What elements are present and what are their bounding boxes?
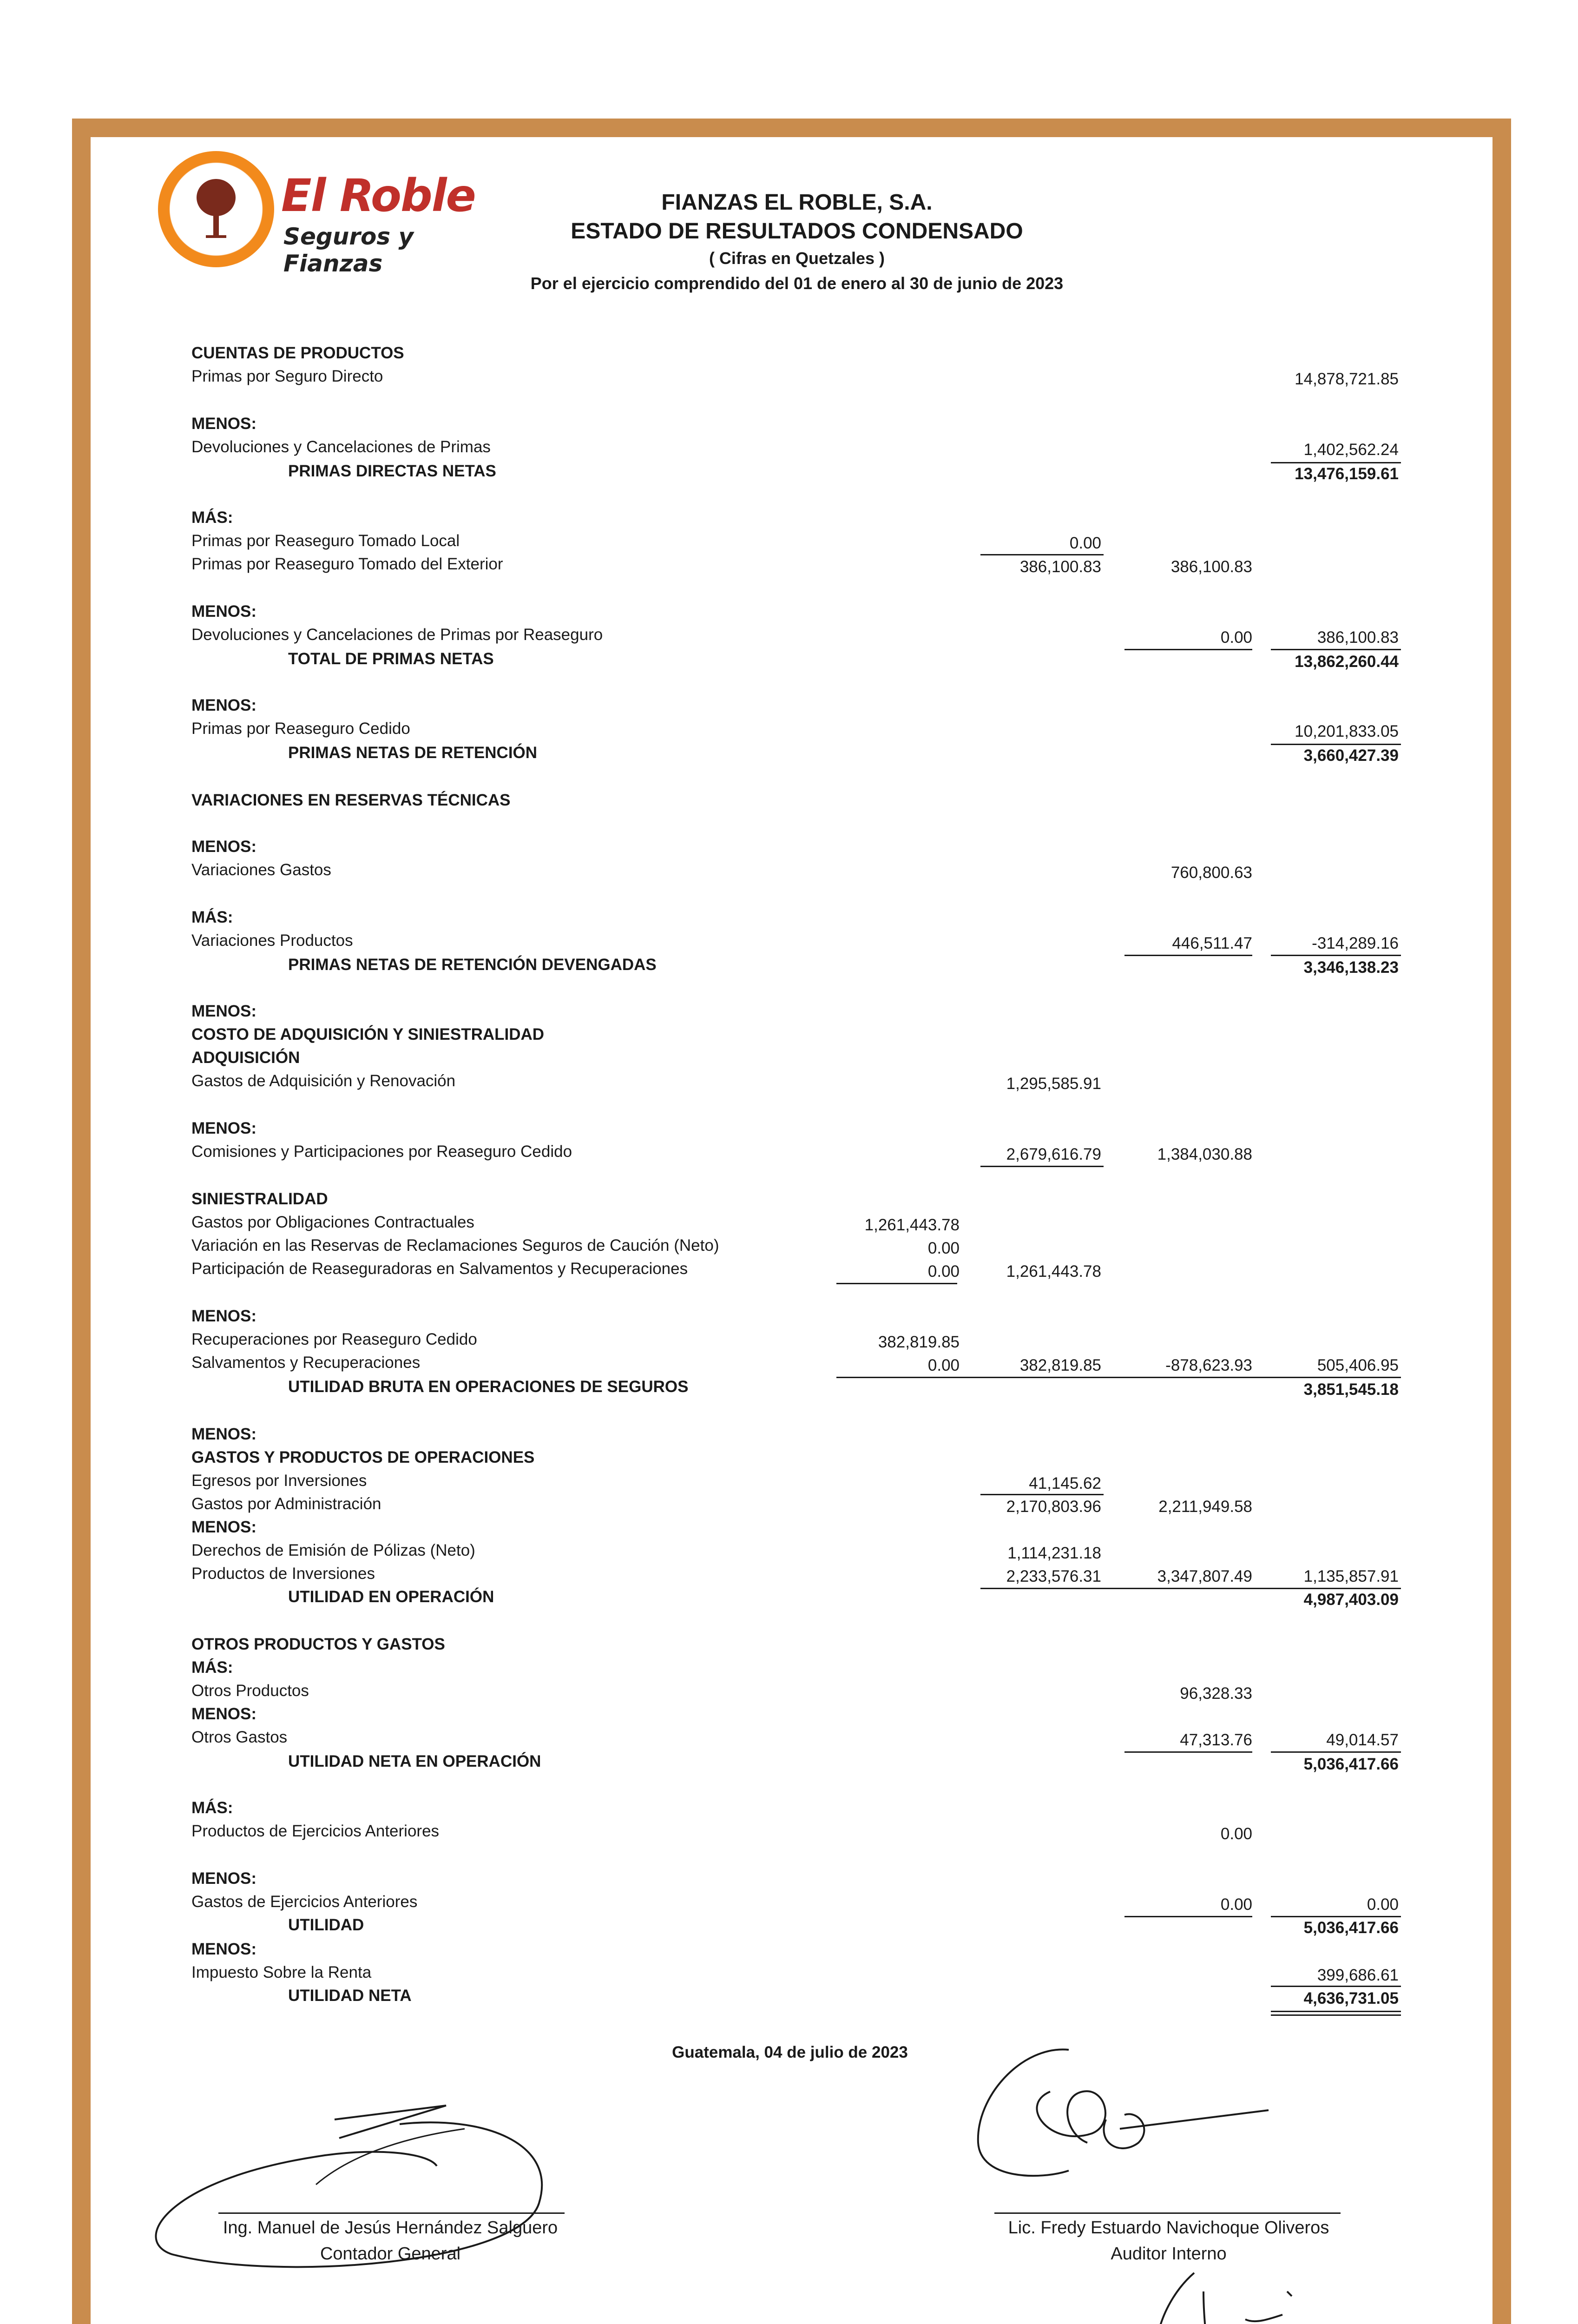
amount: 1,295,585.91 [1006,1075,1101,1093]
signature-block-auditor [964,2215,1373,2267]
line-label: Primas por Reaseguro Tomado Local [191,532,460,550]
subtotal-label: UTILIDAD BRUTA EN OPERACIONES DE SEGUROS [288,1378,689,1396]
total-amount: 4,636,731.05 [1303,1989,1399,2007]
amount: 1,384,030.88 [1157,1145,1252,1163]
line-label: Gastos por Administración [191,1495,381,1513]
subtotal-amount: 3,660,427.39 [1303,746,1399,765]
subtotal-label: TOTAL DE PRIMAS NETAS [288,650,494,668]
section-heading: MÁS: [191,1799,233,1817]
amount: 0.00 [1069,534,1101,552]
sum-rule [1124,955,1252,956]
section-heading: MENOS: [191,1425,256,1443]
amount: -878,623.93 [1165,1356,1252,1374]
sum-rule [980,1494,1104,1495]
line-label: Impuesto Sobre la Renta [191,1963,372,1981]
line-label: Variaciones Gastos [191,861,331,879]
amount: 2,211,949.58 [1158,1498,1252,1516]
section-heading: GASTOS Y PRODUCTOS DE OPERACIONES [191,1448,535,1466]
line-label: Devoluciones y Cancelaciones de Primas por Reaseguro [191,626,603,644]
amount: 386,100.83 [1019,558,1101,576]
subtotal-label: UTILIDAD EN OPERACIÓN [288,1588,494,1606]
subtotal-label: PRIMAS DIRECTAS NETAS [288,462,496,480]
amount: 0.00 [1220,1825,1252,1843]
sum-rule [1271,649,1401,650]
company-name: FIANZAS EL ROBLE, S.A. [661,190,933,215]
subtotal-label: UTILIDAD NETA EN OPERACIÓN [288,1752,541,1770]
line-label: Gastos de Ejercicios Anteriores [191,1893,418,1911]
amount: 2,233,576.31 [1006,1567,1101,1585]
amount: 3,347,807.49 [1157,1567,1252,1585]
line-label: Productos de Inversiones [191,1565,375,1583]
amount: 0.00 [927,1356,960,1374]
amount: 1,402,562.24 [1303,441,1399,459]
sum-rule [836,1283,957,1284]
line-label: Variaciones Productos [191,931,353,950]
amount: 0.00 [1220,1895,1252,1914]
line-label: Primas por Seguro Directo [191,367,383,385]
company-logo [158,151,483,277]
line-label: Variación en las Reservas de Reclamaciones Seguros de Caución (Neto) [191,1236,719,1254]
amount: 96,328.33 [1180,1684,1252,1703]
section-heading: MENOS: [191,415,256,433]
line-label: Comisiones y Participaciones por Reaseguro Cedido [191,1142,572,1161]
amount: 49,014.57 [1326,1731,1399,1749]
section-heading: VARIACIONES EN RESERVAS TÉCNICAS [191,791,511,809]
line-label: Otros Gastos [191,1728,288,1746]
subtotal-amount: 13,862,260.44 [1295,653,1399,671]
section-heading: MÁS: [191,1658,233,1677]
signer-role: Contador General [320,2244,461,2264]
section-heading: MENOS: [191,1940,256,1958]
subtotal-amount: 3,346,138.23 [1303,958,1399,977]
amount: 1,261,443.78 [1006,1262,1101,1281]
line-label: Participación de Reaseguradoras en Salvamentos y Recuperaciones [191,1260,688,1278]
amount: -314,289.16 [1312,934,1399,952]
subtotal-amount: 5,036,417.66 [1303,1755,1399,1773]
subtotal-amount: 13,476,159.61 [1295,465,1399,483]
subtotal-amount: 4,987,403.09 [1303,1591,1399,1609]
sum-rule [1124,1916,1252,1917]
subtotal-amount: 5,036,417.66 [1303,1919,1399,1937]
signer-role: Auditor Interno [1111,2244,1227,2264]
section-heading: CUENTAS DE PRODUCTOS [191,344,404,362]
currency-note: ( Cifras en Quetzales ) [709,249,885,268]
line-label: Devoluciones y Cancelaciones de Primas [191,438,491,456]
section-heading: MÁS: [191,508,233,527]
line-label: Egresos por Inversiones [191,1472,367,1490]
section-heading: MENOS: [191,1307,256,1325]
signature-presidente [367,2317,497,2324]
double-rule [1271,2014,1401,2016]
amount: 0.00 [1367,1895,1399,1914]
subtotal-label: PRIMAS NETAS DE RETENCIÓN DEVENGADAS [288,956,657,974]
subtotal-label: UTILIDAD [288,1916,364,1934]
amount: 10,201,833.05 [1295,722,1399,740]
section-heading: OTROS PRODUCTOS Y GASTOS [191,1635,445,1653]
section-heading: MENOS: [191,838,256,856]
signer-name: Lic. Fredy Estuardo Navichoque Oliveros [1008,2218,1329,2238]
amount: 446,511.47 [1172,934,1252,952]
section-heading: MÁS: [191,908,233,926]
amount: 382,819.85 [1019,1356,1101,1374]
section-heading: MENOS: [191,1869,256,1888]
line-label: Recuperaciones por Reaseguro Cedido [191,1330,477,1348]
section-heading: ADQUISICIÓN [191,1049,300,1067]
logo-tagline: Seguros y Fianzas [283,223,414,277]
amount: 1,114,231.18 [1007,1544,1101,1562]
section-heading: COSTO DE ADQUISICIÓN Y SINIESTRALIDAD [191,1025,545,1043]
sum-rule [1271,1986,1401,1987]
section-heading: MENOS: [191,1002,256,1020]
total-label: UTILIDAD NETA [288,1987,412,2005]
signer-name: Ing. Manuel de Jesús Hernández Salguero [223,2218,558,2238]
sum-rule [1271,955,1401,956]
double-rule [1271,2011,1401,2012]
line-label: Derechos de Emisión de Pólizas (Neto) [191,1541,475,1559]
section-heading: MENOS: [191,1518,256,1536]
subtotal-amount: 3,851,545.18 [1303,1380,1399,1399]
amount: 399,686.61 [1317,1966,1399,1984]
amount: 386,100.83 [1170,558,1252,576]
amount: 382,819.85 [878,1333,960,1351]
line-label: Otros Productos [191,1682,309,1700]
section-heading: MENOS: [191,1705,256,1723]
line-label: Salvamentos y Recuperaciones [191,1353,421,1372]
statement-title: ESTADO DE RESULTADOS CONDENSADO [571,219,1023,244]
tree-icon [193,177,239,242]
line-label: Productos de Ejercicios Anteriores [191,1822,440,1840]
period-text: Por el ejercicio comprendido del 01 de enero al 30 de junio de 2023 [530,274,1064,293]
line-label: Primas por Reaseguro Cedido [191,720,410,738]
amount: 0.00 [927,1239,960,1257]
signature-line [994,2212,1341,2214]
section-heading: MENOS: [191,1119,256,1137]
section-heading: MENOS: [191,602,256,621]
section-heading: MENOS: [191,696,256,714]
sum-rule [836,1377,1401,1378]
line-label: Primas por Reaseguro Tomado del Exterior [191,555,503,573]
place-and-date: Guatemala, 04 de julio de 2023 [672,2043,908,2061]
signature-auditor [967,2040,1292,2208]
amount: 0.00 [1220,628,1252,647]
signature-block-contador [186,2215,595,2267]
line-label: Gastos por Obligaciones Contractuales [191,1213,474,1231]
amount: 14,878,721.85 [1295,370,1399,388]
signature-gerente [1134,2264,1310,2324]
sum-rule [980,1166,1104,1167]
sum-rule [1124,1751,1252,1753]
amount: 2,170,803.96 [1006,1498,1101,1516]
sum-rule [980,554,1104,555]
amount: 41,145.62 [1029,1474,1101,1492]
statement-header [488,188,1106,296]
amount: 0.00 [927,1262,960,1281]
subtotal-label: PRIMAS NETAS DE RETENCIÓN [288,744,538,762]
amount: 2,679,616.79 [1006,1145,1101,1163]
line-label: Gastos de Adquisición y Renovación [191,1072,456,1090]
amount: 505,406.95 [1317,1356,1399,1374]
sum-rule [1124,649,1252,650]
logo-name: El Roble [281,170,475,222]
amount: 47,313.76 [1180,1731,1252,1749]
amount: 1,261,443.78 [864,1216,960,1234]
amount: 386,100.83 [1317,628,1399,647]
amount: 760,800.63 [1170,864,1252,882]
sum-rule [1271,1751,1401,1753]
section-heading: SINIESTRALIDAD [191,1190,328,1208]
amount: 1,135,857.91 [1303,1567,1399,1585]
signature-line [218,2212,565,2214]
